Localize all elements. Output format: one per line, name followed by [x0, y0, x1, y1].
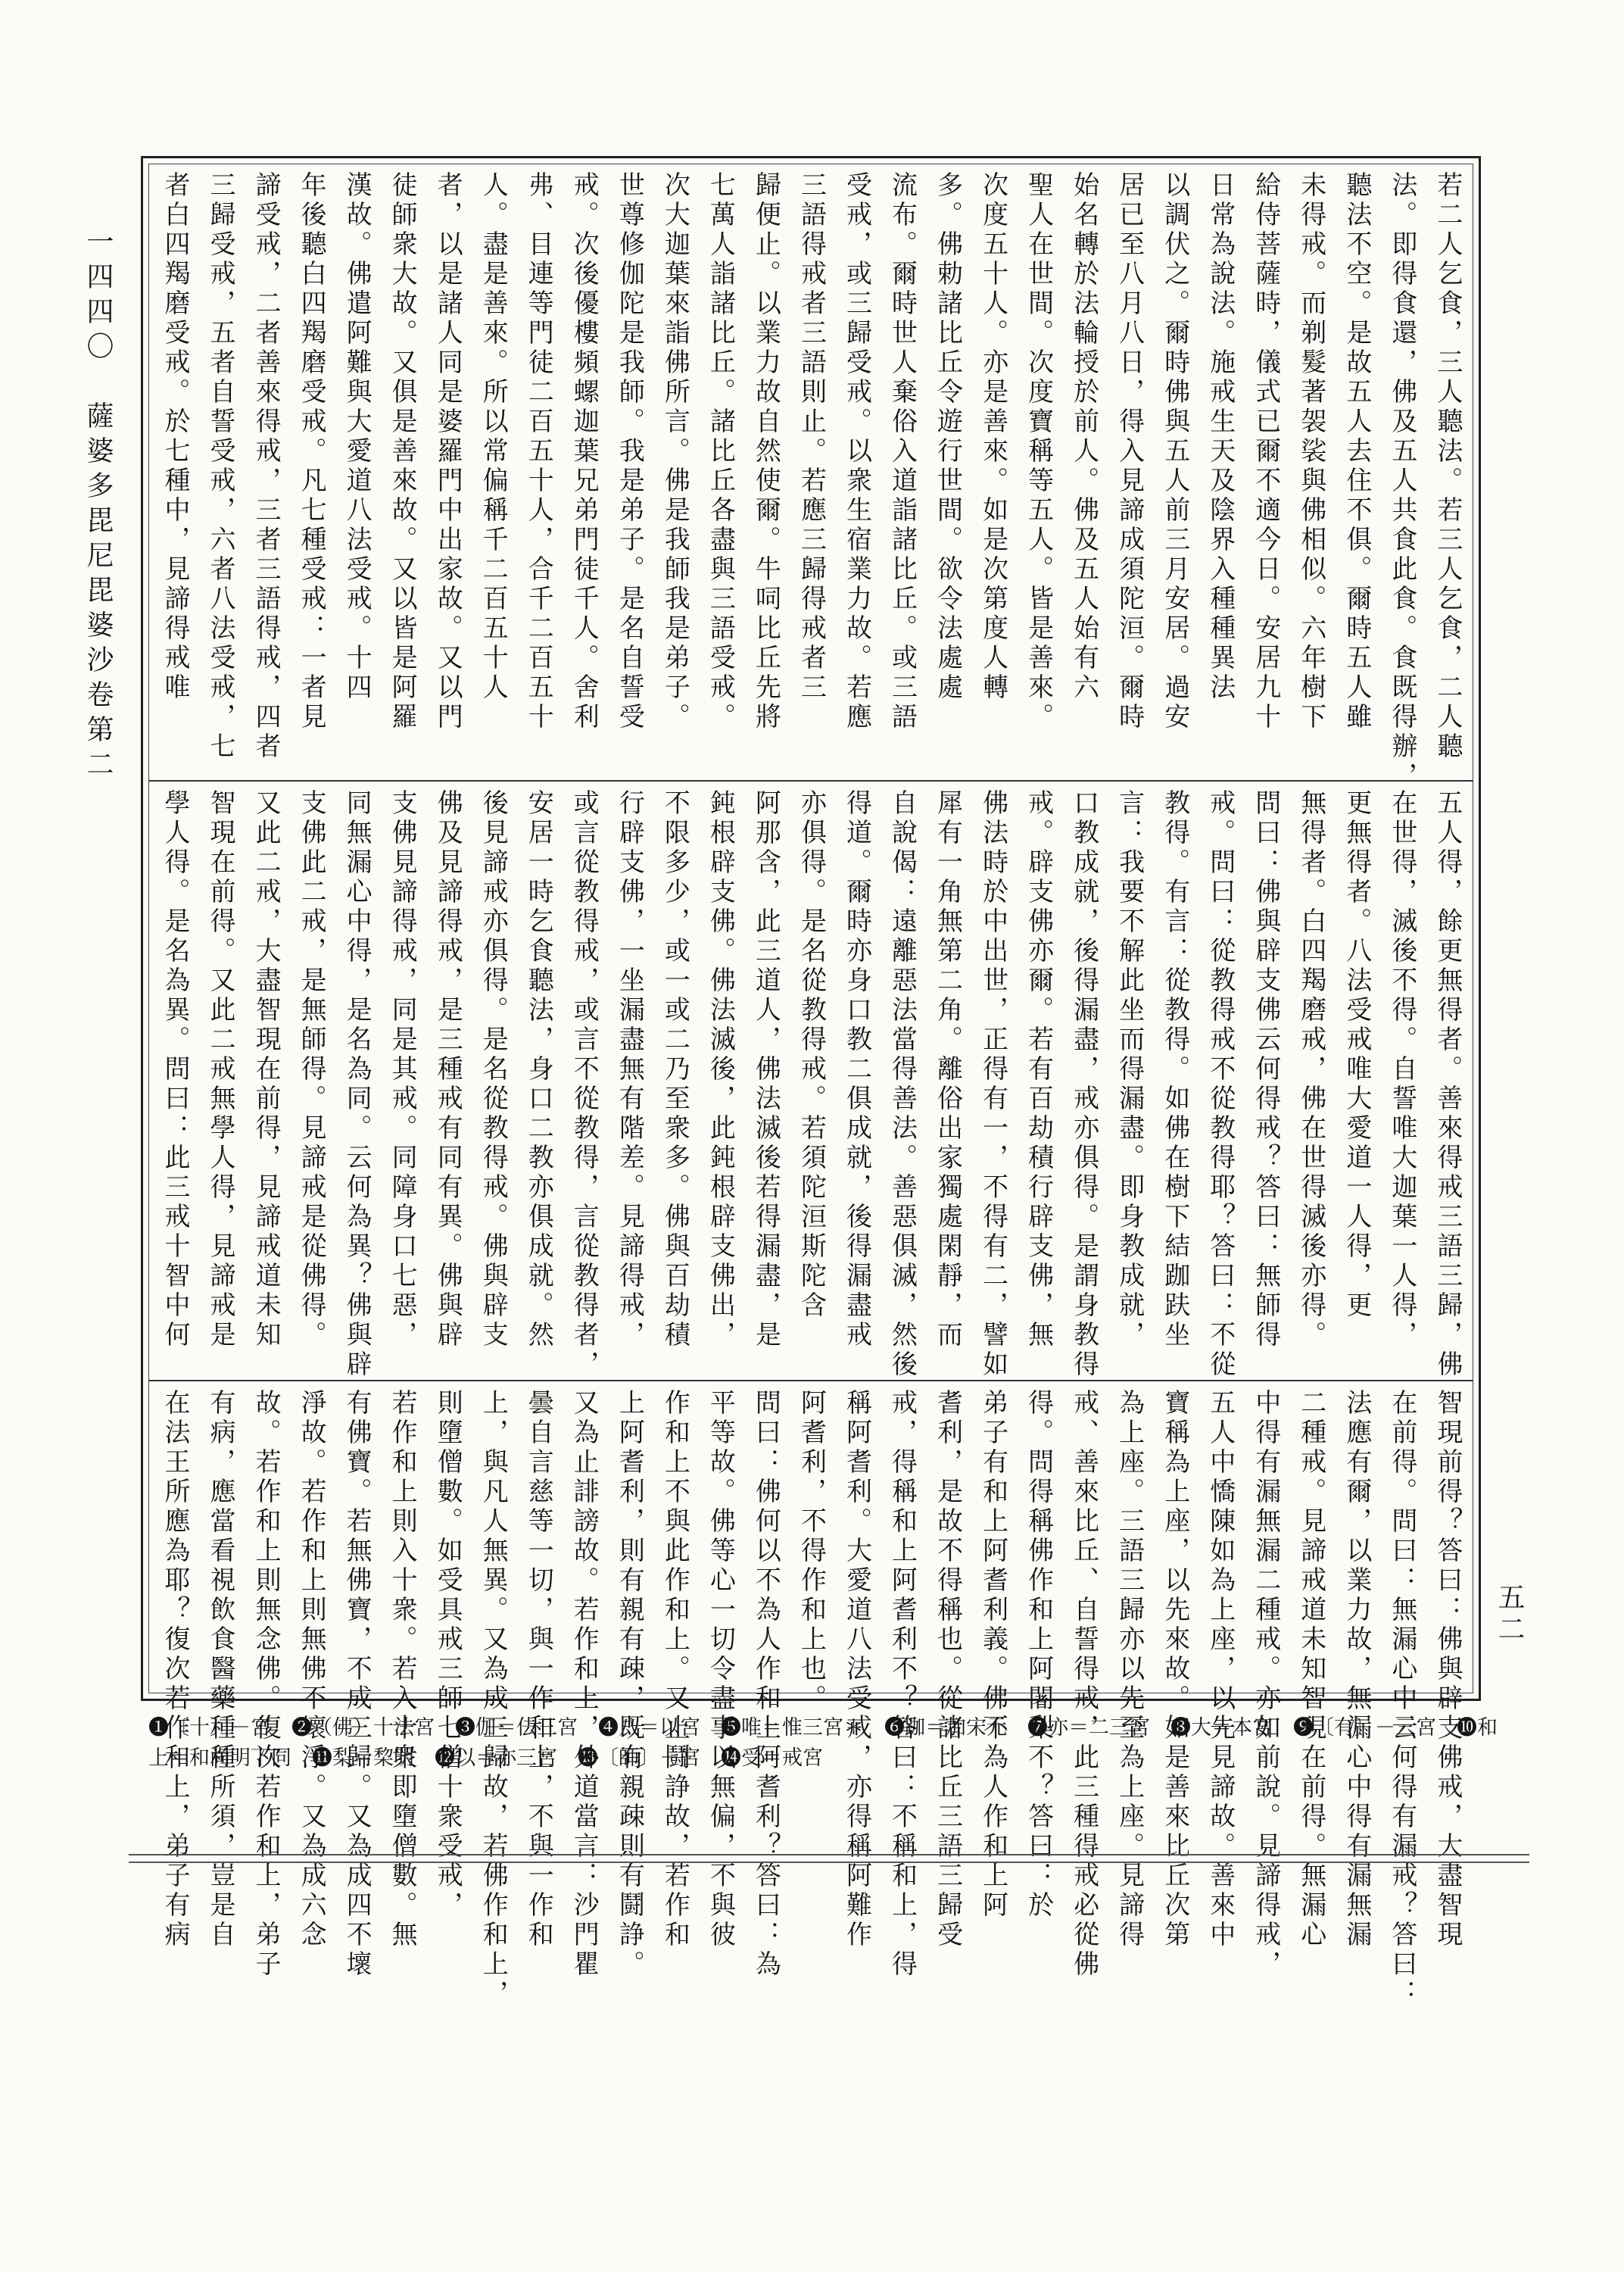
text-column: 若作和上則入十衆。若入十衆即墮僧數。無	[387, 1389, 418, 1950]
text-column: 未得戒。而剃髮著袈裟與佛相似。六年樹下	[1295, 171, 1326, 732]
text-column: 則墮僧數。如受具戒三師七僧十衆受戒，	[432, 1389, 463, 1921]
text-column: 在前得。問曰：無漏心中云何得有漏戒？答曰：	[1386, 1389, 1417, 2009]
band-divider	[148, 1380, 1473, 1381]
text-column: 多。佛勅諸比丘令遊行世間。欲令法處處	[932, 171, 963, 703]
text-column: 次度五十人。亦是善來。如是次第度人轉	[977, 171, 1008, 703]
text-column: 上阿耆利，則有親有疎，既有親疎則有鬪諍。	[614, 1389, 645, 1980]
text-column: 平等故。佛等心一切令盡事以無偏，不與彼	[705, 1389, 736, 1950]
text-column: 法。即得食還，佛及五人共食此食。食既得辦，	[1386, 171, 1417, 791]
text-column: 得。問得稱佛作和上阿闍梨不？答曰：於	[1023, 1389, 1054, 1921]
text-column: 犀有一角無第二角。離俗出家獨處閑靜，而	[932, 789, 963, 1350]
text-column: 有佛寶。若無佛寶，不成三歸。又為成四不壞	[341, 1389, 372, 1980]
text-column: 在法王所應為耶？復次若作和上，弟子有病	[160, 1389, 190, 1950]
text-column: 行辟支佛，一坐漏盡無有階差。見諦得戒，	[614, 789, 645, 1350]
text-column: 或言從教得戒，或言不從教得，言從教得者，	[569, 789, 600, 1380]
text-column: 始名轉於法輪授於前人。佛及五人始有六	[1068, 171, 1099, 703]
text-column: 口教成就，後得漏盡，戒亦俱得。是謂身教得	[1068, 789, 1099, 1380]
text-column: 曇自言慈等一切，與一作和上，不與一作和	[523, 1389, 554, 1950]
text-column: 日常為說法。施戒生天及陰界入種種異法	[1205, 171, 1236, 703]
text-column: 不限多少，或一或二乃至衆多。佛與百劫積	[659, 789, 690, 1350]
text-column: 智現在前得。又此二戒無學人得，見諦戒是	[205, 789, 236, 1350]
text-column: 佛及見諦得戒，是三種戒有同有異。佛與辟	[432, 789, 463, 1350]
page-number: 五二	[1494, 1583, 1525, 1646]
text-column: 世尊修伽陀是我師。我是弟子。是名自誓受	[614, 171, 645, 732]
text-column: 次大迦葉來詣佛所言。佛是我師我是弟子。	[659, 171, 690, 732]
text-column: 又此二戒，大盡智現在前得，見諦戒道未知	[251, 789, 282, 1350]
text-column: 淨故。若作和上則無佛不壞淨。又為成六念	[296, 1389, 327, 1950]
text-column: 更無得者。八法受戒唯大愛道一人得，更	[1341, 789, 1372, 1321]
collation-notes	[148, 1713, 1498, 1774]
text-column: 又為止誹謗故。若作和上，外道當言：沙門瞿	[569, 1389, 600, 1980]
text-band-top	[156, 171, 1466, 791]
text-column: 作和上不與此作和上。又止鬪諍故，若作和	[659, 1389, 690, 1950]
text-column: 無得者。白四羯磨戒，佛在世得滅後亦得。	[1295, 789, 1326, 1350]
text-column: 支佛見諦得戒，同是其戒。同障身口七惡，	[387, 789, 418, 1350]
text-column: 聖人在世間。次度寶稱等五人。皆是善來。	[1023, 171, 1054, 732]
text-column: 言：我要不解此坐而得漏盡。即身教成就，	[1114, 789, 1145, 1350]
text-column: 安居一時乞食聽法，身口二教亦俱成就。然	[523, 789, 554, 1350]
text-column: 弗、目連等門徒二百五十人，合千二百五十	[523, 171, 554, 732]
footer-rule	[129, 1854, 1529, 1855]
text-column: 弟子有和上阿耆利義。佛不為人作和上阿	[977, 1389, 1008, 1921]
text-column: 七萬人詣諸比丘。諸比丘各盡與三語受戒。	[705, 171, 736, 732]
text-column: 諦受戒，二者善來得戒，三者三語得戒，四者	[251, 171, 282, 762]
text-column: 阿那含，此三道人，佛法滅後若得漏盡，是	[750, 789, 781, 1350]
text-column: 法應有爾，以業力故，無漏心中得有漏無漏	[1341, 1389, 1372, 1950]
text-column: 自說偈：遠離惡法當得善法。善惡俱滅，然後	[887, 789, 918, 1380]
text-column: 戒，得稱和上阿耆利不？答曰：不稱和上，得	[887, 1389, 918, 1980]
text-column: 教得。有言：從教得。如佛在樹下結跏趺坐	[1159, 789, 1190, 1350]
text-column: 同無漏心中得，是名為同。云何為異？佛與辟	[341, 789, 372, 1380]
text-column: 聽法不空。是故五人去住不俱。爾時五人雖	[1341, 171, 1372, 732]
text-column: 若二人乞食，三人聽法。若三人乞食，二人聽	[1432, 171, 1463, 762]
text-column: 亦俱得。是名從教得戒。若須陀洹斯陀含	[796, 789, 827, 1321]
text-column: 三歸受戒，五者自誓受戒，六者八法受戒，七	[205, 171, 236, 762]
text-column: 在世得，滅後不得。自誓唯大迦葉一人得，	[1386, 789, 1417, 1350]
text-column: 耆利，是故不得稱也。從諸比丘三語三歸受	[932, 1389, 963, 1950]
text-column: 流布。爾時世人棄俗入道詣諸比丘。或三語	[887, 171, 918, 732]
running-header: 一四四〇 薩婆多毘尼毘婆沙卷第二	[83, 227, 114, 785]
text-column: 五人中憍陳如為上座，以先見諦故。善來中	[1205, 1389, 1236, 1950]
text-column: 中得有漏無漏二種戒。亦如前說。見諦得戒，	[1250, 1389, 1281, 1980]
text-column: 給侍菩薩時，儀式已爾不適今日。安居九十	[1250, 171, 1281, 732]
text-column: 佛法時於中出世，正得有一，不得有二，譬如	[977, 789, 1008, 1380]
collation-note-line: ❶〔十〕－宮 ❷（佛）十法宮 ❸伽＝佉三宮 ❹八＝以宮 ❺唯＝惟三宮＊ ❻跏＝加宋元 ❼亦＝二三宮 ❽大＝本宮 ❾〔有〕－三宮 ❿和	[148, 1716, 1498, 1740]
text-column: 上，與凡人無異。又為成三歸故，若佛作和上，	[478, 1389, 509, 2009]
text-column: 稱阿耆利。大愛道八法受戒，亦得稱阿難作	[841, 1389, 872, 1950]
text-column: 有病，應當看視飲食醫藥種種所須，豈是自	[205, 1389, 236, 1950]
text-column: 以調伏之。爾時佛與五人前三月安居。過安	[1159, 171, 1190, 732]
footer-rule	[129, 1862, 1529, 1863]
text-column: 故。若作和上則無念佛。復次若作和上，弟子	[251, 1389, 282, 1980]
text-column: 二種戒。見諦戒道未知智現在前得。無漏心	[1295, 1389, 1326, 1950]
text-column: 鈍根辟支佛。佛法滅後，此鈍根辟支佛出，	[705, 789, 736, 1350]
text-column: 問曰：佛何以不為人作和上阿耆利？答曰：為	[750, 1389, 781, 1980]
text-column: 戒。次後優樓頻螺迦葉兄弟門徒千人。舍利	[569, 171, 600, 732]
band-divider	[148, 780, 1473, 782]
text-column: 學人得。是名為異。問曰：此三戒十智中何	[160, 789, 190, 1350]
text-column: 戒。辟支佛亦爾。若有百劫積行辟支佛，無	[1023, 789, 1054, 1350]
text-column: 戒。問曰：從教得戒不從教得耶？答曰：不從	[1205, 789, 1236, 1380]
text-column: 漢故。佛遣阿難與大愛道八法受戒。十四	[341, 171, 372, 703]
text-column: 三語得戒者三語則止。若應三歸得戒者三	[796, 171, 827, 703]
text-column: 寶稱為上座，以先來故。如是善來比丘次第	[1159, 1389, 1190, 1950]
text-column: 受戒，或三歸受戒。以衆生宿業力故。若應	[841, 171, 872, 732]
text-column: 支佛此二戒，是無師得。見諦戒是從佛得。	[296, 789, 327, 1350]
text-column: 者白四羯磨受戒。於七種中，見諦得戒唯	[160, 171, 190, 703]
text-column: 居已至八月八日，得入見諦成須陀洹。爾時	[1114, 171, 1145, 732]
text-column: 五人得，餘更無得者。善來得戒三語三歸，佛	[1432, 789, 1463, 1380]
text-column: 年後聽白四羯磨受戒。凡七種受戒：一者見	[296, 171, 327, 732]
text-column: 徒師衆大故。又俱是善來故。又以皆是阿羅	[387, 171, 418, 732]
text-column: 戒、善來比丘、自誓得戒，此三種得戒必從佛	[1068, 1389, 1099, 1980]
collation-note-line: 上＝和尚明下同 ⓫梨＝棃明 ⓬以＝亦三宮 ⓭〔師〕－宮 ⓮受＝戒宮	[148, 1746, 823, 1770]
text-column: 後見諦戒亦俱得。是名從教得戒。佛與辟支	[478, 789, 509, 1350]
text-column: 者，以是諸人同是婆羅門中出家故。又以門	[432, 171, 463, 732]
text-column: 得道。爾時亦身口教二俱成就，後得漏盡戒	[841, 789, 872, 1350]
text-column: 阿耆利，不得作和上也。	[796, 1389, 827, 1714]
text-column: 人。盡是善來。所以常偏稱千二百五十人	[478, 171, 509, 703]
text-column: 為上座。三語三歸亦以先至為上座。見諦得	[1114, 1389, 1145, 1950]
text-column: 問曰：佛與辟支佛云何得戒？答曰：無師得	[1250, 789, 1281, 1350]
text-band-middle	[156, 789, 1466, 1380]
text-column: 歸便止。以業力故自然使爾。牛呞比丘先將	[750, 171, 781, 732]
text-column: 智現前得？答曰：佛與辟支佛戒，大盡智現	[1432, 1389, 1463, 1950]
